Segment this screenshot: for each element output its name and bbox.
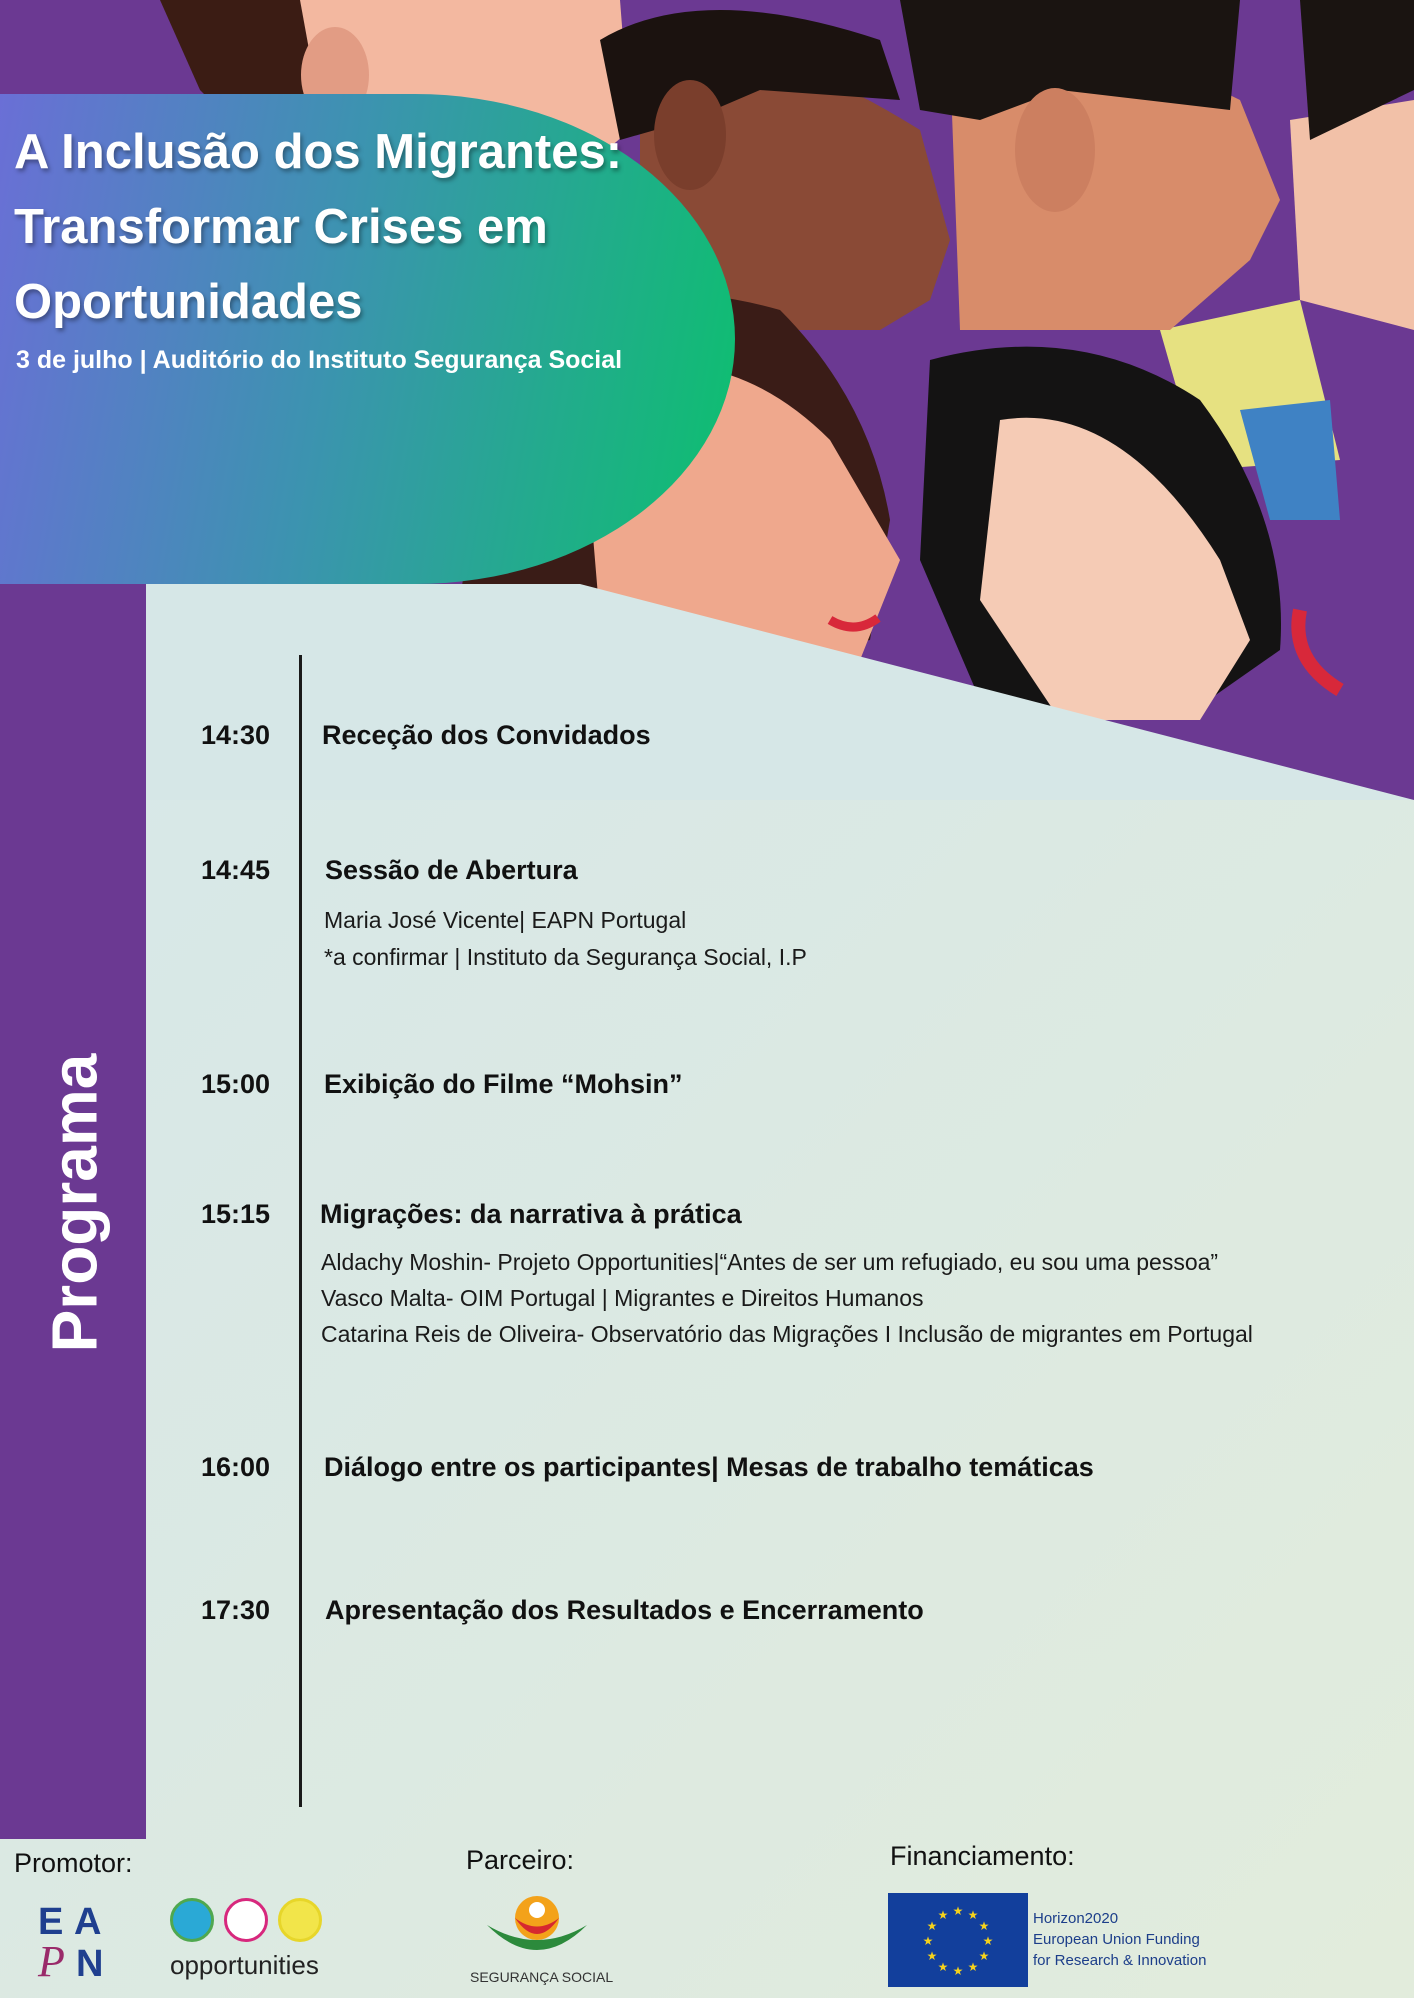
program-time: 14:45 bbox=[201, 855, 271, 885]
program-time: 15:15 bbox=[201, 1199, 271, 1229]
program-detail: Maria José Vicente| EAPN Portugal bbox=[324, 907, 687, 933]
event-title bbox=[14, 115, 714, 340]
seguranca-social-logo bbox=[482, 1890, 592, 1970]
horizon-line-2: European Union Funding bbox=[1033, 1931, 1200, 1948]
eu-star: ★ bbox=[952, 1904, 964, 1918]
program-heading: Programa bbox=[38, 1053, 110, 1353]
program-title: Sessão de Abertura bbox=[325, 855, 578, 885]
program-detail: Aldachy Moshin- Projeto Opportunities|“Antes de ser um refugiado, eu sou uma pessoa” bbox=[321, 1249, 1219, 1275]
promoter-label: Promotor: bbox=[14, 1848, 133, 1878]
svg-text:P: P bbox=[38, 1937, 65, 1986]
program-time: 16:00 bbox=[201, 1452, 271, 1482]
program-time: 15:00 bbox=[201, 1069, 271, 1099]
globe-pink-icon bbox=[224, 1898, 268, 1942]
funding-label: Financiamento: bbox=[890, 1841, 1075, 1871]
timeline-line bbox=[299, 655, 302, 1807]
svg-text:A: A bbox=[74, 1901, 102, 1943]
eu-star: ★ bbox=[937, 1908, 949, 1922]
eu-star: ★ bbox=[937, 1960, 949, 1974]
program-time: 17:30 bbox=[201, 1595, 271, 1625]
program-detail: Catarina Reis de Oliveira- Observatório das Migrações I Inclusão de migrantes em Portugal bbox=[321, 1321, 1253, 1347]
program-sidebar-label bbox=[20, 1013, 128, 1393]
horizon-line-3: for Research & Innovation bbox=[1033, 1952, 1207, 1969]
program-detail: Vasco Malta- OIM Portugal | Migrantes e Direitos Humanos bbox=[321, 1285, 924, 1311]
seguranca-social-wordmark: SEGURANÇA SOCIAL bbox=[470, 1969, 614, 1985]
title-line-1: A Inclusão dos Migrantes: bbox=[14, 125, 623, 179]
globe-green-icon bbox=[170, 1898, 214, 1942]
eu-star: ★ bbox=[982, 1934, 994, 1948]
eapn-logo bbox=[36, 1898, 114, 1986]
opportunities-wordmark: opportunities bbox=[170, 1950, 319, 1980]
eu-star: ★ bbox=[978, 1919, 990, 1933]
program-time: 14:30 bbox=[201, 720, 271, 750]
eu-flag-icon bbox=[888, 1893, 1028, 1987]
globe-yellow-icon bbox=[278, 1898, 322, 1942]
eu-star: ★ bbox=[952, 1964, 964, 1978]
program-detail: *a confirmar | Instituto da Segurança Social, I.P bbox=[324, 944, 807, 970]
eu-star: ★ bbox=[978, 1949, 990, 1963]
eu-star: ★ bbox=[967, 1960, 979, 1974]
program-title: Apresentação dos Resultados e Encerramento bbox=[325, 1595, 924, 1625]
program-title: Receção dos Convidados bbox=[322, 720, 651, 750]
title-line-2: Transformar Crises em bbox=[14, 200, 548, 254]
event-date-venue: 3 de julho | Auditório do Instituto Segurança Social bbox=[16, 346, 623, 374]
eu-star: ★ bbox=[926, 1949, 938, 1963]
eu-star: ★ bbox=[922, 1934, 934, 1948]
program-title: Migrações: da narrativa à prática bbox=[320, 1199, 742, 1229]
program-title: Diálogo entre os participantes| Mesas de trabalho temáticas bbox=[324, 1452, 1094, 1482]
program-title: Exibição do Filme “Mohsin” bbox=[324, 1069, 683, 1099]
eu-star: ★ bbox=[926, 1919, 938, 1933]
horizon2020-text bbox=[1033, 1908, 1206, 1971]
opportunities-logo bbox=[170, 1898, 340, 1946]
horizon-line-1: Horizon2020 bbox=[1033, 1910, 1119, 1927]
eu-star: ★ bbox=[967, 1908, 979, 1922]
svg-text:E: E bbox=[38, 1901, 64, 1943]
svg-text:N: N bbox=[76, 1943, 104, 1985]
partner-label: Parceiro: bbox=[466, 1845, 575, 1875]
title-line-3: Oportunidades bbox=[14, 275, 363, 329]
